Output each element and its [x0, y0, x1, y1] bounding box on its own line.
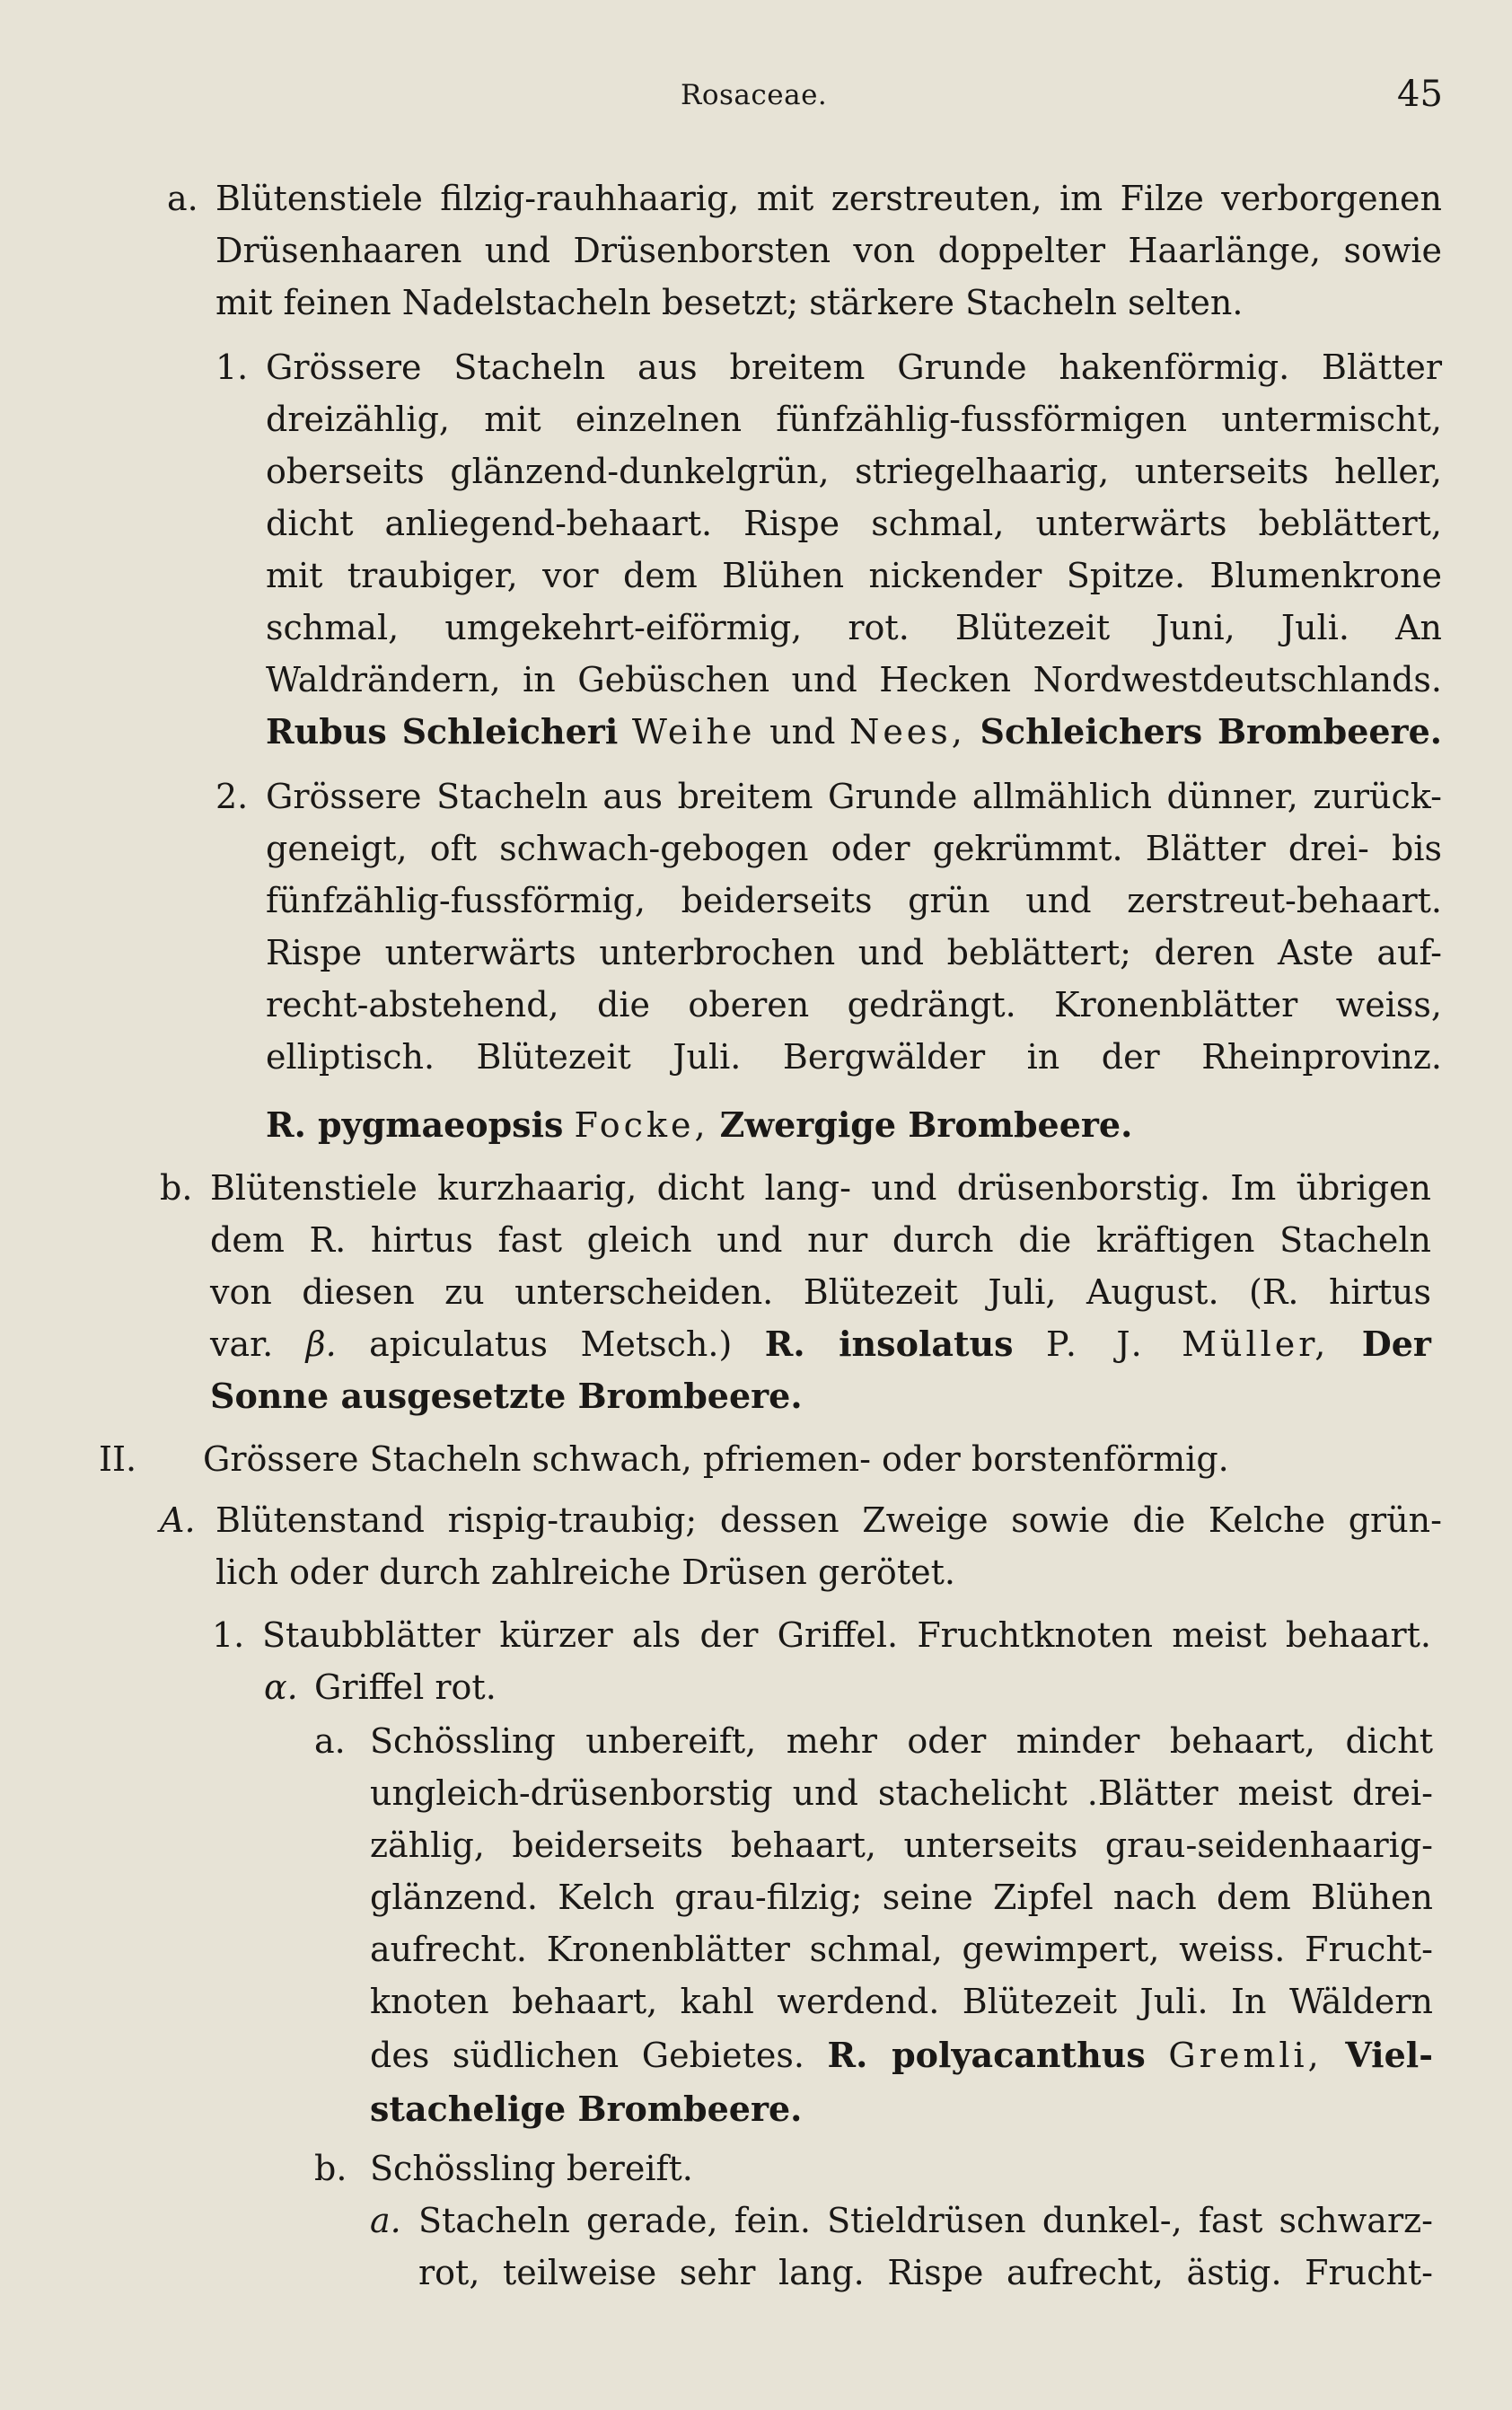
text-line: zählig, beiderseits behaart, unterseits grau-seidenhaarig-: [370, 1825, 1433, 1865]
text-fragment: var.: [210, 1324, 274, 1364]
conjunction: und: [769, 712, 836, 752]
marker-b: b.: [160, 1168, 193, 1208]
common-name: Schleichers Brombeere.: [980, 711, 1442, 752]
marker-A: A.: [160, 1500, 196, 1540]
page-header: [0, 74, 1512, 128]
text-line: Schössling bereift.: [370, 2149, 693, 2188]
marker-a: a.: [167, 179, 198, 218]
text-line: schmal, umgekehrt-eiförmig, rot. Blütezeit Juni, Juli. An: [266, 608, 1442, 647]
author-name: P. J. Müller,: [1045, 1324, 1330, 1364]
marker-2: 2.: [215, 777, 249, 816]
text-line: dem R. hirtus fast gleich und nur durch die kräftigen Stacheln: [210, 1220, 1431, 1260]
text-line: dicht anliegend-behaart. Rispe schmal, unterwärts beblättert,: [266, 504, 1442, 543]
species-name: R. pygmaeopsis: [266, 1104, 564, 1145]
text-line: Blütenstand rispig-traubig; dessen Zweige sowie die Kelche grün-: [215, 1500, 1442, 1540]
text-line: glänzend. Kelch grau-filzig; seine Zipfel nach dem Blühen: [370, 1878, 1433, 1917]
text-line: Schössling unbereift, mehr oder minder behaart, dicht: [370, 1721, 1433, 1761]
text-line: geneigt, oft schwach-gebogen oder gekrümmt. Blätter drei- bis: [266, 829, 1442, 868]
text-line: Grössere Stacheln aus breitem Grunde hakenförmig. Blätter: [266, 347, 1442, 387]
text-line: mit feinen Nadelstacheln besetzt; stärkere Stacheln selten.: [215, 283, 1244, 322]
marker-II: II.: [99, 1439, 137, 1479]
marker-a: a.: [314, 1721, 346, 1761]
species-name: Rubus Schleicheri: [266, 711, 619, 752]
text-line: Griffel rot.: [314, 1667, 497, 1707]
text-line: Stacheln gerade, fein. Stieldrüsen dunkel-, fast schwarz-: [418, 2201, 1433, 2240]
marker-alpha: α.: [264, 1667, 298, 1707]
marker-b: b.: [314, 2149, 347, 2188]
species-line: [370, 2035, 1433, 2076]
text-line: knoten behaart, kahl werdend. Blütezeit Juli. In Wäldern: [370, 1982, 1433, 2021]
common-name: stachelige Brombeere.: [370, 2089, 803, 2129]
text-line: Blütenstiele filzig-rauhhaarig, mit zerstreuten, im Filze verborgenen: [215, 179, 1442, 218]
text-line: Drüsenhaaren und Drüsenborsten von doppelter Haarlänge, sowie: [215, 231, 1442, 270]
common-name: Der: [1361, 1324, 1431, 1364]
text-line: Blütenstiele kurzhaarig, dicht lang- und drüsenborstig. Im übrigen: [210, 1168, 1431, 1208]
text-line: mit traubiger, vor dem Blühen nickender Spitze. Blumenkrone: [266, 556, 1442, 595]
text-line: Rispe unterwärts unterbrochen und beblättert; deren Aste auf-: [266, 933, 1442, 972]
text-line: elliptisch. Blütezeit Juli. Bergwälder in der Rheinprovinz.: [266, 1037, 1442, 1077]
text-line: Grössere Stacheln schwach, pfriemen- oder borstenförmig.: [203, 1439, 1229, 1479]
common-name: Viel-: [1345, 2035, 1433, 2075]
text-line: fünfzählig-fussförmig, beiderseits grün und zerstreut-behaart.: [266, 881, 1442, 920]
text-line: ungleich-drüsenborstig und stachelicht .Blätter meist drei-: [370, 1773, 1433, 1813]
species-name: R. insolatus: [764, 1324, 1014, 1364]
marker-1: 1.: [212, 1615, 245, 1655]
text-fragment: des südlichen Gebietes.: [370, 2036, 804, 2075]
text-line: Waldrändern, in Gebüschen und Hecken Nordwestdeutschlands.: [266, 660, 1442, 699]
species-line: [210, 1324, 1431, 1365]
author-name: Gremli,: [1168, 2036, 1323, 2075]
author-name: Weihe: [631, 712, 756, 752]
text-line: rot, teilweise sehr lang. Rispe aufrecht, ästig. Frucht-: [418, 2253, 1433, 2292]
marker-1: 1.: [215, 347, 249, 387]
species-line: [266, 711, 1442, 752]
marker-a: a.: [370, 2201, 401, 2240]
text-line: dreizählig, mit einzelnen fünfzählig-fussförmigen untermischt,: [266, 400, 1442, 439]
text-line: von diesen zu unterscheiden. Blütezeit Juli, August. (R. hirtus: [210, 1272, 1431, 1312]
text-fragment: apiculatus Metsch.): [369, 1324, 733, 1364]
text-line: Grössere Stacheln aus breitem Grunde allmählich dünner, zurück-: [266, 777, 1442, 816]
species-line: [266, 1104, 1132, 1146]
page-number: 45: [1397, 74, 1443, 115]
text-line: aufrecht. Kronenblätter schmal, gewimpert, weiss. Frucht-: [370, 1930, 1433, 1969]
text-line: recht-abstehend, die oberen gedrängt. Kronenblätter weiss,: [266, 985, 1442, 1025]
common-name: Zwergige Brombeere.: [719, 1104, 1133, 1145]
text-line: Staubblätter kürzer als der Griffel. Fruchtknoten meist behaart.: [262, 1615, 1431, 1655]
running-title: Rosaceae.: [681, 79, 828, 111]
species-name: R. polyacanthus: [827, 2035, 1146, 2075]
common-name: Sonne ausgesetzte Brombeere.: [210, 1376, 803, 1416]
text-line: oberseits glänzend-dunkelgrün, striegelhaarig, unterseits heller,: [266, 452, 1442, 491]
author-name: Nees,: [849, 712, 966, 752]
text-line: lich oder durch zahlreiche Drüsen gerötet.: [215, 1552, 955, 1592]
greek-marker: β.: [305, 1324, 337, 1364]
author-name: Focke,: [574, 1105, 709, 1145]
